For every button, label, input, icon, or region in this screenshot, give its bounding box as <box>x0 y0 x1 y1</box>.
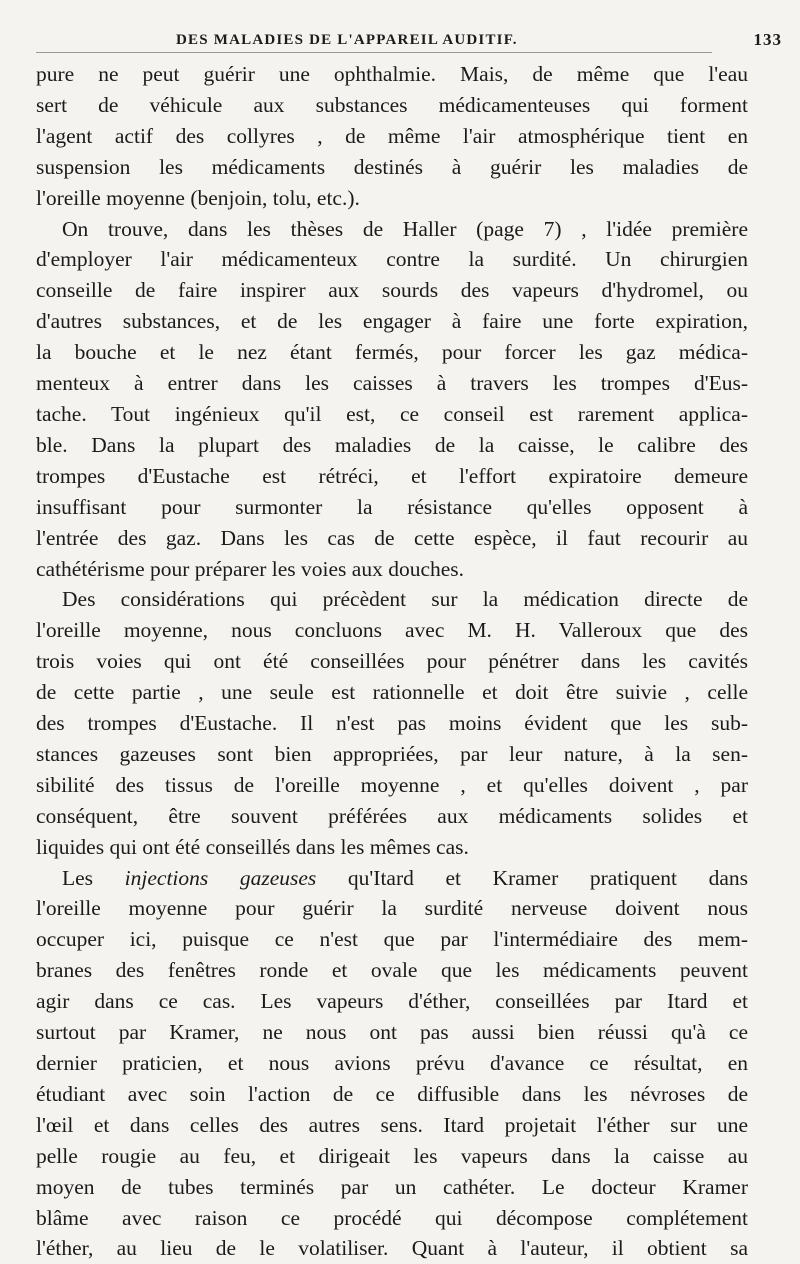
text-line: conseille de faire inspirer aux sourds des vapeurs d'hydromel, ou <box>36 278 748 303</box>
text-line: insuffisant pour surmonter la résistance qu'elles opposent à <box>36 494 748 519</box>
text-line: étudiant avec soin l'action de ce diffusible dans les névroses de <box>36 1081 748 1106</box>
text-line: conséquent, être souvent préférées aux médicaments solides et <box>36 803 748 828</box>
text-line: pelle rougie au feu, et dirigeait les vapeurs dans la caisse au <box>36 1143 748 1168</box>
italic-phrase: injections gazeuses <box>124 865 317 890</box>
text-line: Des considérations qui précèdent sur la médication directe de <box>62 587 748 612</box>
text-line: cathétérisme pour préparer les voies aux douches. <box>36 556 465 581</box>
text-line: sibilité des tissus de l'oreille moyenne , et qu'elles doivent , par <box>36 772 748 797</box>
text-line: On trouve, dans les thèses de Haller (page 7) , l'idée première <box>62 216 748 241</box>
para4-lead: Les <box>62 865 94 890</box>
text-line: surtout par Kramer, ne nous ont pas aussi bien réussi qu'à ce <box>36 1020 748 1045</box>
text-line: branes des fenêtres ronde et ovale que les médicaments peuvent <box>36 958 748 983</box>
text-line: l'œil et dans celles des autres sens. Itard projetait l'éther sur une <box>36 1112 748 1137</box>
para4-rest: qu'Itard et Kramer pratiquent dans <box>347 865 749 890</box>
text-line: pure ne peut guérir une ophthalmie. Mais, de même que l'eau <box>36 62 748 86</box>
text-line: trois voies qui ont été conseillées pour pénétrer dans les cavités <box>36 649 748 674</box>
text-line: agir dans ce cas. Les vapeurs d'éther, conseillées par Itard et <box>36 989 748 1014</box>
text-line: ble. Dans la plupart des maladies de la caisse, le calibre des <box>36 432 748 457</box>
body-text <box>36 59 749 1264</box>
text-line: suspension les médicaments destinés à guérir les maladies de <box>36 154 748 179</box>
text-line: tache. Tout ingénieux qu'il est, ce conseil est rarement applica- <box>36 401 748 426</box>
text-line: trompes d'Eustache est rétréci, et l'effort expiratoire demeure <box>36 463 748 488</box>
text-line: sert de véhicule aux substances médicamenteuses qui forment <box>36 92 748 117</box>
running-title: DES MALADIES DE L'APPAREIL AUDITIF. <box>176 32 518 48</box>
text-line: d'autres substances, et de les engager à faire une forte expiration, <box>36 309 748 334</box>
text-line <box>36 863 748 894</box>
text-line: l'éther, au lieu de le volatiliser. Quant à l'auteur, il obtient sa <box>36 1236 748 1261</box>
text-line: l'entrée des gaz. Dans les cas de cette espèce, il faut recourir au <box>36 525 748 550</box>
text-line: la bouche et le nez étant fermés, pour forcer les gaz médica- <box>36 340 748 365</box>
text-line: de cette partie , une seule est rationnelle et doit être suivie , celle <box>36 680 748 705</box>
text-line: dernier praticien, et nous avions prévu d'avance ce résultat, en <box>36 1051 748 1075</box>
page-number: 133 <box>753 30 782 49</box>
text-line: l'oreille moyenne pour guérir la surdité nerveuse doivent nous <box>36 896 748 921</box>
text-line: liquides qui ont été conseillés dans les mêmes cas. <box>36 834 469 859</box>
text-line: blâme avec raison ce procédé qui décompose complétement <box>36 1205 748 1230</box>
text-line: l'oreille moyenne, nous concluons avec M. H. Valleroux que des <box>36 618 748 643</box>
text-line: d'employer l'air médicamenteux contre la surdité. Un chirurgien <box>36 247 748 272</box>
text-line: occuper ici, puisque ce n'est que par l'intermédiaire des mem- <box>36 927 748 952</box>
text-line: des trompes d'Eustache. Il n'est pas moins évident que les sub- <box>36 711 748 736</box>
text-line: moyen de tubes terminés par un cathéter. Le docteur Kramer <box>36 1174 748 1199</box>
text-line: stances gazeuses sont bien appropriées, par leur nature, à la sen- <box>36 741 748 766</box>
text-line: menteux à entrer dans les caisses à travers les trompes d'Eus- <box>36 371 748 396</box>
text-line: l'agent actif des collyres , de même l'air atmosphérique tient en <box>36 123 748 148</box>
text-line: l'oreille moyenne (benjoin, tolu, etc.). <box>36 185 360 210</box>
running-head <box>36 24 782 53</box>
